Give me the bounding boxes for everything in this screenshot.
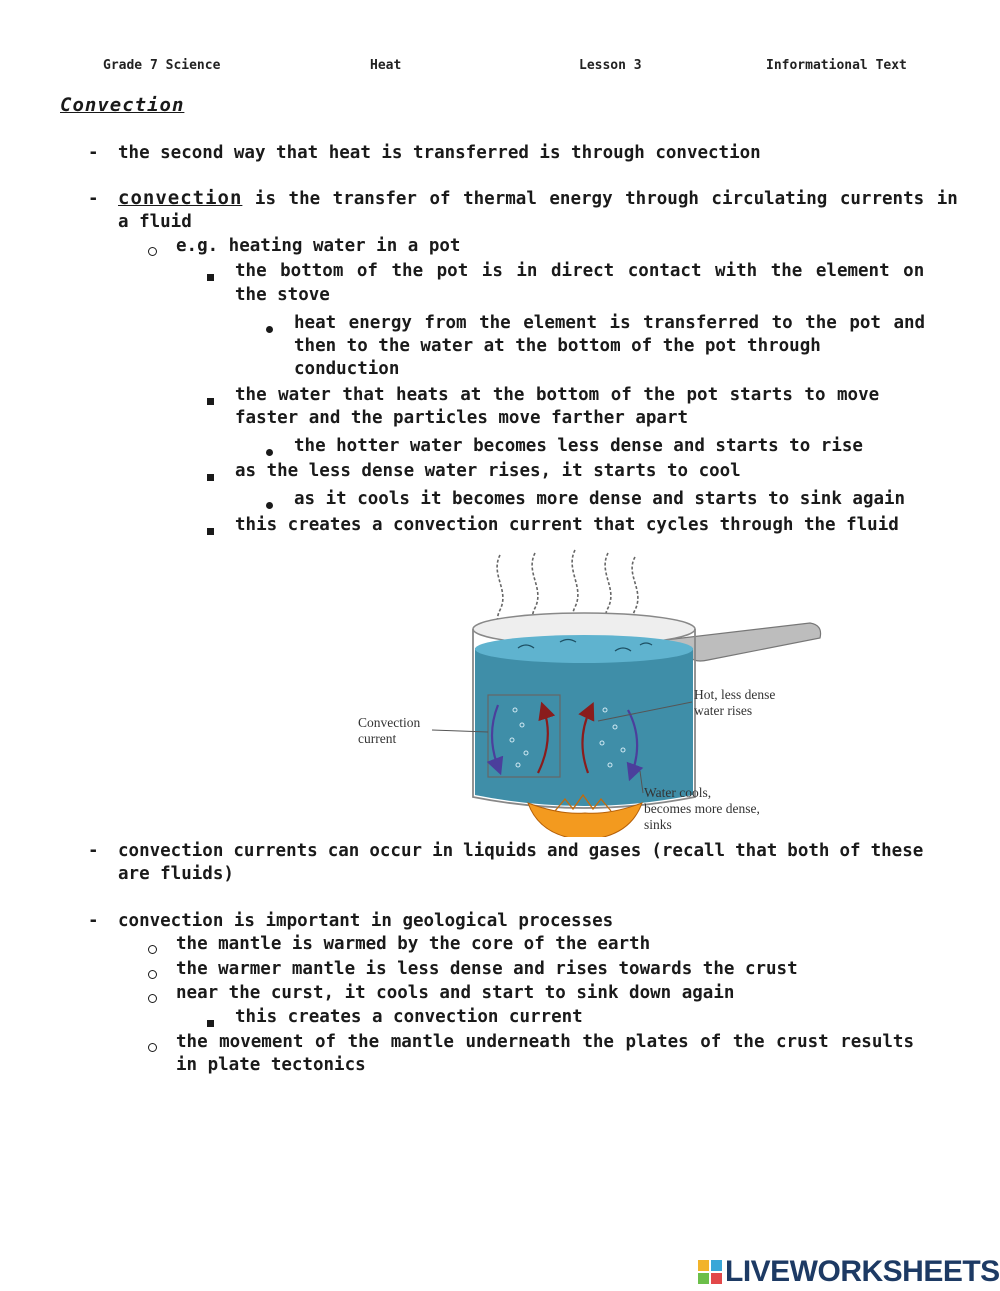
convection-pot-diagram (340, 545, 830, 837)
label-convection-2: current (358, 731, 397, 746)
text-line-16: this creates a convection current (235, 1007, 583, 1027)
text-line-8: as the less dense water rises, it starts to cool (235, 461, 741, 481)
logo-text: LIVEWORKSHEETS (725, 1255, 1000, 1288)
square-bullet (207, 466, 214, 485)
label-cool-1: Water cools, (644, 785, 712, 800)
header-grade: Grade 7 Science (103, 58, 221, 73)
text-line-13: the mantle is warmed by the core of the earth (176, 934, 651, 954)
header-type: Informational Text (766, 58, 907, 73)
liveworksheets-logo[interactable] (698, 1255, 1000, 1289)
circle-bullet (148, 241, 157, 260)
circle-bullet (148, 939, 157, 958)
dot-bullet (266, 318, 273, 337)
label-hot-2: water rises (694, 703, 753, 718)
text-line-17a: the movement of the mantle underneath the plates of the crust results (176, 1032, 914, 1052)
page-title: Convection (60, 94, 185, 116)
water-surface (475, 635, 693, 663)
text-line-4a: the bottom of the pot is in direct contact with the element on (235, 261, 925, 281)
label-cool-2: becomes more dense, (644, 801, 760, 816)
circle-bullet (148, 964, 157, 983)
header-unit: Heat (370, 58, 402, 73)
text-line-9: as it cools it becomes more dense and starts to sink again (294, 489, 906, 509)
circle-bullet (148, 988, 157, 1007)
dash-marker: - (88, 143, 99, 163)
text-line-14: the warmer mantle is less dense and rises towards the crust (176, 959, 798, 979)
dot-bullet (266, 441, 273, 460)
text-line-15: near the curst, it cools and start to sink down again (176, 983, 735, 1003)
text-line-11a: convection currents can occur in liquids and gases (recall that both of these (118, 841, 924, 861)
text-line-1: the second way that heat is transferred is through convection (118, 143, 761, 163)
text-line-6b: faster and the particles move farther apart (235, 408, 689, 428)
square-bullet (207, 390, 214, 409)
text-line-5c: conduction (294, 359, 400, 379)
dash-marker: - (88, 189, 99, 209)
text-line-10: this creates a convection current that cycles through the fluid (235, 515, 899, 535)
label-cool-3: sinks (644, 817, 672, 832)
text-line-3: e.g. heating water in a pot (176, 236, 461, 256)
square-bullet (207, 520, 214, 539)
text-line-5b: then to the water at the bottom of the pot through (294, 336, 821, 356)
dot-bullet (266, 494, 273, 513)
dash-marker: - (88, 911, 99, 931)
dash-marker: - (88, 841, 99, 861)
text-line-6a: the water that heats at the bottom of the pot starts to move (235, 385, 880, 405)
text-line-12: convection is important in geological processes (118, 911, 614, 931)
label-convection-1: Convection (358, 715, 421, 730)
square-bullet (207, 1012, 214, 1031)
convection-definition: is the transfer of thermal energy through circulating currents in (242, 189, 958, 209)
text-line-4b: the stove (235, 285, 330, 305)
text-line-7: the hotter water becomes less dense and starts to rise (294, 436, 863, 456)
square-bullet (207, 266, 214, 285)
label-hot-1: Hot, less dense (694, 687, 776, 702)
text-line-2b: a fluid (118, 212, 192, 232)
text-line-17b: in plate tectonics (176, 1055, 366, 1075)
logo-blocks-icon (698, 1260, 722, 1284)
header-lesson: Lesson 3 (579, 58, 642, 73)
text-line-2 (118, 187, 958, 211)
circle-bullet (148, 1037, 157, 1056)
text-line-5a: heat energy from the element is transferred to the pot and (294, 313, 926, 333)
convection-term: convection (118, 187, 243, 209)
text-line-11b: are fluids) (118, 864, 234, 884)
